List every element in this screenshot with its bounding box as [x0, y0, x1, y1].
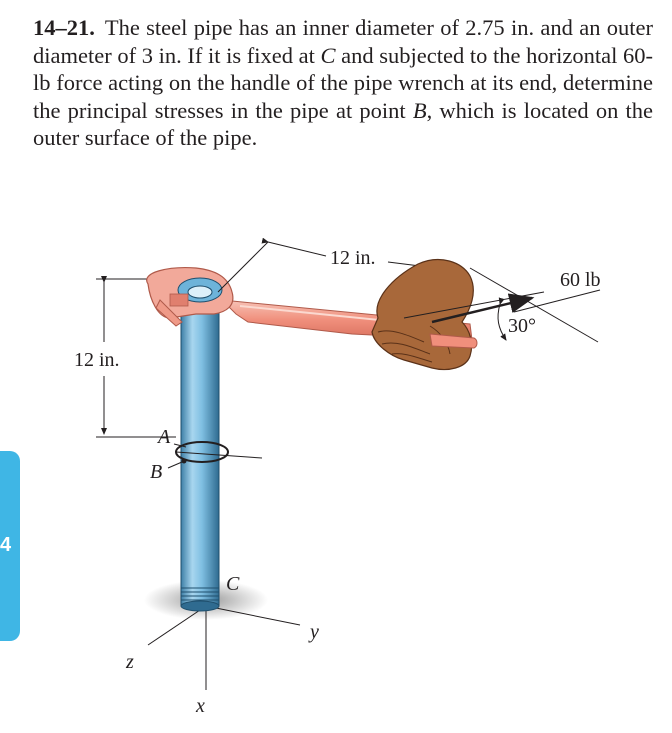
point-b-label: B — [150, 461, 163, 483]
axis-x-label: x — [196, 695, 205, 717]
problem-text-1: The steel pipe has an inner diameter of 2.75 in. and an outer diameter of 3 in. If it is fixed at — [33, 15, 653, 68]
axis-z-label: z — [126, 651, 134, 673]
point-c-label: C — [226, 573, 240, 595]
force-label: 60 lb — [560, 269, 601, 291]
point-b-leader — [168, 462, 182, 468]
point-b-marker — [182, 459, 187, 464]
problem-text-2: and subjected to the horizontal 60-lb force acting on the handle of the pipe wrench at its end, determine the principal stresses in the pipe at point — [33, 42, 653, 123]
problem-number: 14–21. — [33, 15, 95, 40]
problem-point-b: B — [412, 97, 427, 123]
pipe-base — [181, 601, 219, 611]
steel-pipe — [181, 308, 219, 606]
height-dimension-label: 12 in. — [74, 349, 120, 371]
wrench-knurl — [170, 294, 188, 306]
angle-arc — [498, 304, 506, 340]
problem-point-c: C — [320, 42, 336, 68]
axis-y-label: y — [310, 621, 319, 643]
pipe-top-bore — [188, 286, 212, 298]
problem-text-3: , which is located on the outer surface of the pipe. — [33, 97, 653, 151]
handle-dimension-label: 12 in. — [330, 247, 376, 269]
point-a-label: A — [158, 426, 171, 448]
angle-label: 30° — [508, 315, 536, 337]
chapter-tab-label: 4 — [0, 534, 12, 556]
